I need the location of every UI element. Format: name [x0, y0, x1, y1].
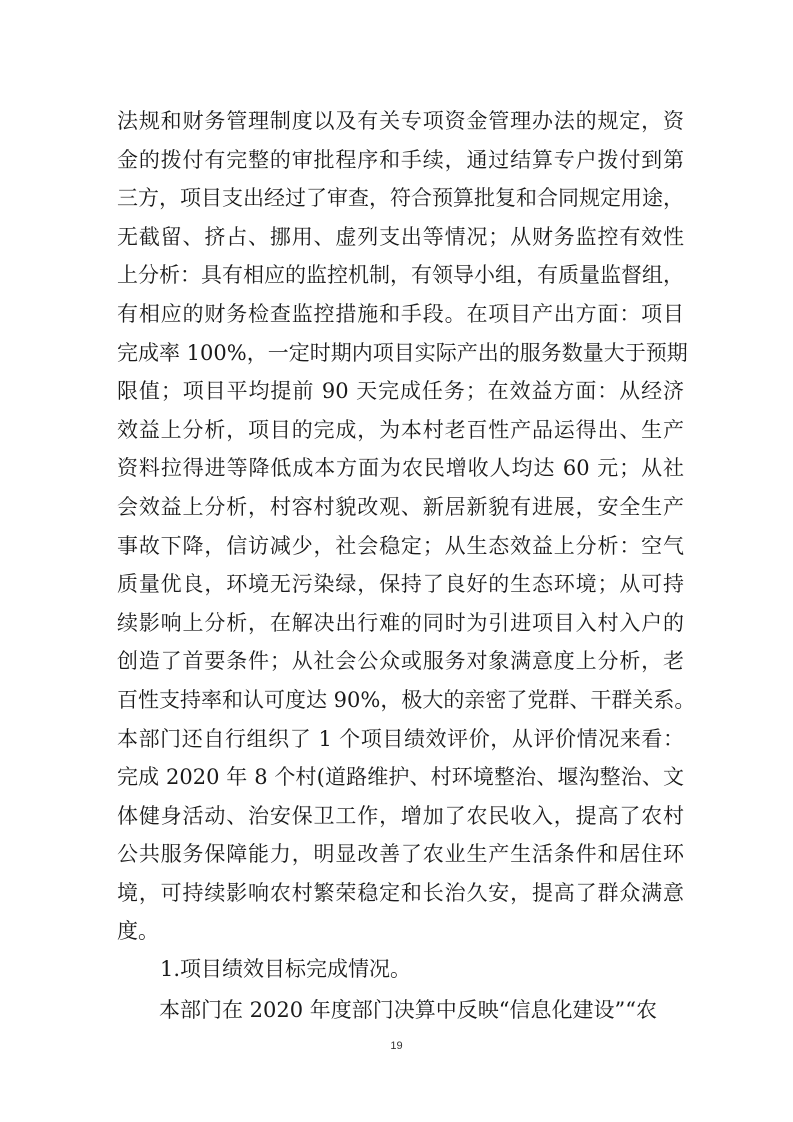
text-line: 本部门在 2020 年度部门决算中反映“信息化建设”“农: [159, 998, 657, 1022]
text-line: 度。: [117, 919, 159, 944]
text-line: 完成率 100%，一定时期内项目实际产出的服务数量大于预期: [117, 340, 688, 365]
text-line: 体健身活动、治安保卫工作，增加了农民收入，提高了农村: [117, 803, 684, 828]
paragraph-2: [117, 991, 684, 1030]
text-line: 百性支持率和认可度达 90%，极大的亲密了党群、干群关系。: [117, 687, 696, 712]
text-line: 金的拨付有完整的审批程序和手续，通过结算专户拨付到第: [117, 147, 684, 172]
text-line: 质量优良，环境无污染绿，保持了良好的生态环境；从可持: [117, 572, 684, 597]
text-line: 本部门还自行组织了 1 个项目绩效评价，从评价情况来看：: [117, 726, 684, 751]
text-line: 无截留、挤占、挪用、虚列支出等情况；从财务监控有效性: [117, 224, 684, 249]
text-line: 事故下降，信访减少，社会稳定；从生态效益上分析：空气: [117, 533, 684, 558]
paragraph-1: [117, 102, 696, 951]
text-line: 会效益上分析，村容村貌改观、新居新貌有进展，安全生产: [117, 494, 684, 519]
text-line: 三方，项目支出经过了审查，符合预算批复和合同规定用途，: [117, 186, 684, 211]
text-line: 创造了首要条件；从社会公众或服务对象满意度上分析，老: [117, 649, 684, 674]
text-line: 公共服务保障能力，明显改善了农业生产生活条件和居住环: [117, 842, 684, 867]
text-line: 上分析：具有相应的监控机制，有领导小组，有质量监督组，: [117, 263, 684, 288]
section-heading: 1.项目绩效目标完成情况。: [160, 957, 412, 981]
text-line: 效益上分析，项目的完成，为本村老百性产品运得出、生产: [117, 417, 684, 442]
text-line: 限值；项目平均提前 90 天完成任务；在效益方面：从经济: [117, 379, 684, 404]
text-line: 法规和财务管理制度以及有关专项资金管理办法的规定，资: [117, 109, 684, 133]
text-line: 完成 2020 年 8 个村(道路维护、村环境整治、堰沟整治、文: [117, 765, 684, 790]
text-line: 续影响上分析，在解决出行难的同时为引进项目入村入户的: [117, 610, 684, 635]
text-line: 资料拉得进等降低成本方面为农民增收人均达 60 元；从社: [117, 456, 684, 481]
text-line: 有相应的财务检查监控措施和手段。在项目产出方面：项目: [117, 301, 684, 326]
page-number: 19: [390, 1040, 403, 1052]
text-line: 境，可持续影响农村繁荣稳定和长治久安，提高了群众满意: [117, 880, 684, 905]
